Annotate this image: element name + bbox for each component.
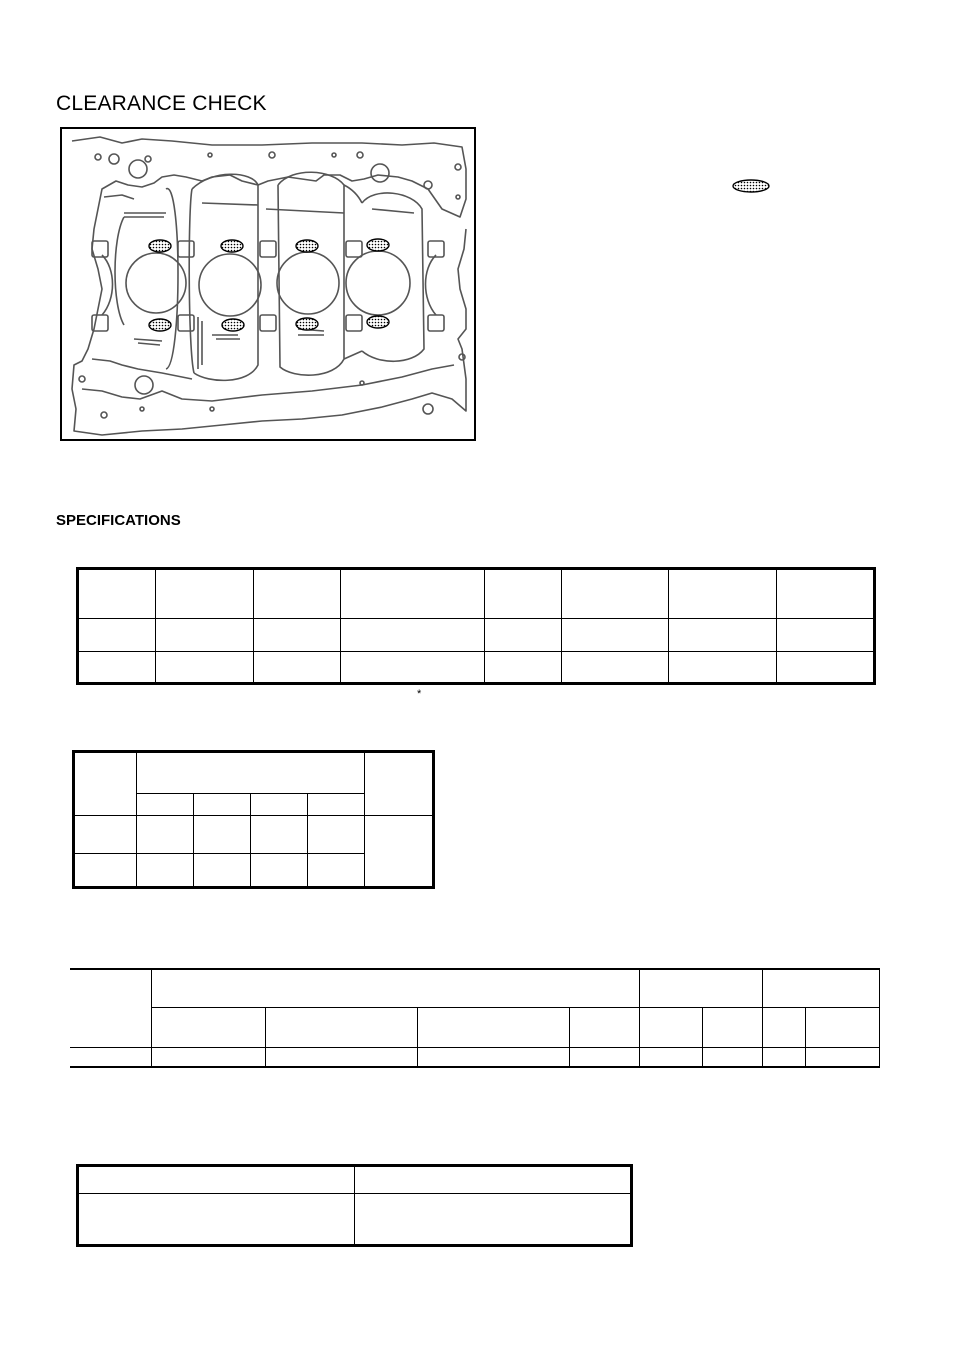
dotted-oval-marker-icon	[731, 178, 771, 194]
table-cell	[702, 1007, 762, 1047]
table-cell	[137, 794, 194, 816]
table-cell	[341, 652, 485, 684]
table-cell	[569, 1047, 639, 1067]
table-cell	[78, 619, 156, 652]
table-cell	[194, 794, 251, 816]
clearance-marker	[296, 318, 318, 330]
table-cell	[308, 816, 365, 854]
clearance-marker	[296, 240, 318, 252]
table-cell	[562, 569, 669, 619]
table-cell	[669, 569, 777, 619]
table-cell	[74, 816, 137, 854]
table-cell	[137, 816, 194, 854]
table-cell	[151, 1047, 265, 1067]
table-cell	[669, 652, 777, 684]
table-cell	[156, 569, 254, 619]
table-row	[70, 1007, 880, 1047]
table-cell	[562, 652, 669, 684]
table-row	[70, 969, 880, 1007]
table-cell	[762, 1007, 805, 1047]
table-cell	[569, 1007, 639, 1047]
table-cell	[254, 652, 341, 684]
table-cell	[639, 1047, 702, 1067]
table-cell	[639, 1007, 702, 1047]
table-cell	[74, 752, 137, 816]
table-cell	[78, 652, 156, 684]
table-cell	[251, 794, 308, 816]
table-cell	[805, 1007, 880, 1047]
table-cell	[78, 1194, 355, 1246]
table-row	[78, 1194, 632, 1246]
table-cell	[265, 1007, 417, 1047]
spec-table-3	[70, 968, 880, 1068]
table-cell	[562, 619, 669, 652]
spec-table-4	[76, 1164, 633, 1247]
table-cell	[156, 619, 254, 652]
spec-table-2	[72, 750, 435, 889]
clearance-marker	[222, 319, 244, 331]
table-row	[74, 816, 434, 854]
table-cell	[70, 969, 151, 1047]
table-cell	[194, 854, 251, 888]
table-cell	[151, 969, 639, 1007]
table-cell	[485, 619, 562, 652]
table-cell	[137, 752, 365, 794]
table-cell	[265, 1047, 417, 1067]
table-cell	[777, 619, 875, 652]
clearance-marker	[367, 239, 389, 251]
table-cell	[777, 652, 875, 684]
table-cell	[137, 854, 194, 888]
table-cell	[78, 1166, 355, 1194]
table-cell	[194, 816, 251, 854]
specifications-heading: SPECIFICATIONS	[56, 512, 181, 529]
table-cell	[669, 619, 777, 652]
cylinder-block-figure	[60, 127, 476, 441]
table-cell	[762, 969, 880, 1007]
table-row	[78, 1166, 632, 1194]
page-title: CLEARANCE CHECK	[56, 92, 267, 115]
footnote-asterisk: *	[417, 688, 422, 700]
table-cell	[365, 816, 434, 888]
table-cell	[151, 1007, 265, 1047]
table-cell	[254, 619, 341, 652]
table-cell	[777, 569, 875, 619]
table-cell	[355, 1194, 632, 1246]
table-cell	[78, 569, 156, 619]
table-cell	[485, 652, 562, 684]
table-cell	[355, 1166, 632, 1194]
table-row	[78, 569, 875, 619]
table-cell	[308, 794, 365, 816]
table-cell	[485, 569, 562, 619]
table-row	[74, 752, 434, 794]
table-row	[70, 1047, 880, 1067]
table-cell	[341, 569, 485, 619]
spec-table-1	[76, 567, 876, 685]
table-cell	[417, 1047, 569, 1067]
clearance-marker	[221, 240, 243, 252]
cylinder-block-drawing	[62, 129, 478, 443]
table-cell	[254, 569, 341, 619]
table-cell	[251, 854, 308, 888]
table-cell	[365, 752, 434, 816]
table-cell	[308, 854, 365, 888]
table-cell	[417, 1007, 569, 1047]
table-cell	[251, 816, 308, 854]
table-cell	[762, 1047, 805, 1067]
table-cell	[74, 854, 137, 888]
table-cell	[639, 969, 762, 1007]
table-cell	[156, 652, 254, 684]
clearance-marker	[149, 319, 171, 331]
table-cell	[70, 1047, 151, 1067]
table-row	[78, 652, 875, 684]
table-cell	[341, 619, 485, 652]
clearance-marker	[149, 240, 171, 252]
table-cell	[702, 1047, 762, 1067]
table-cell	[805, 1047, 880, 1067]
table-row	[78, 619, 875, 652]
clearance-marker	[367, 316, 389, 328]
